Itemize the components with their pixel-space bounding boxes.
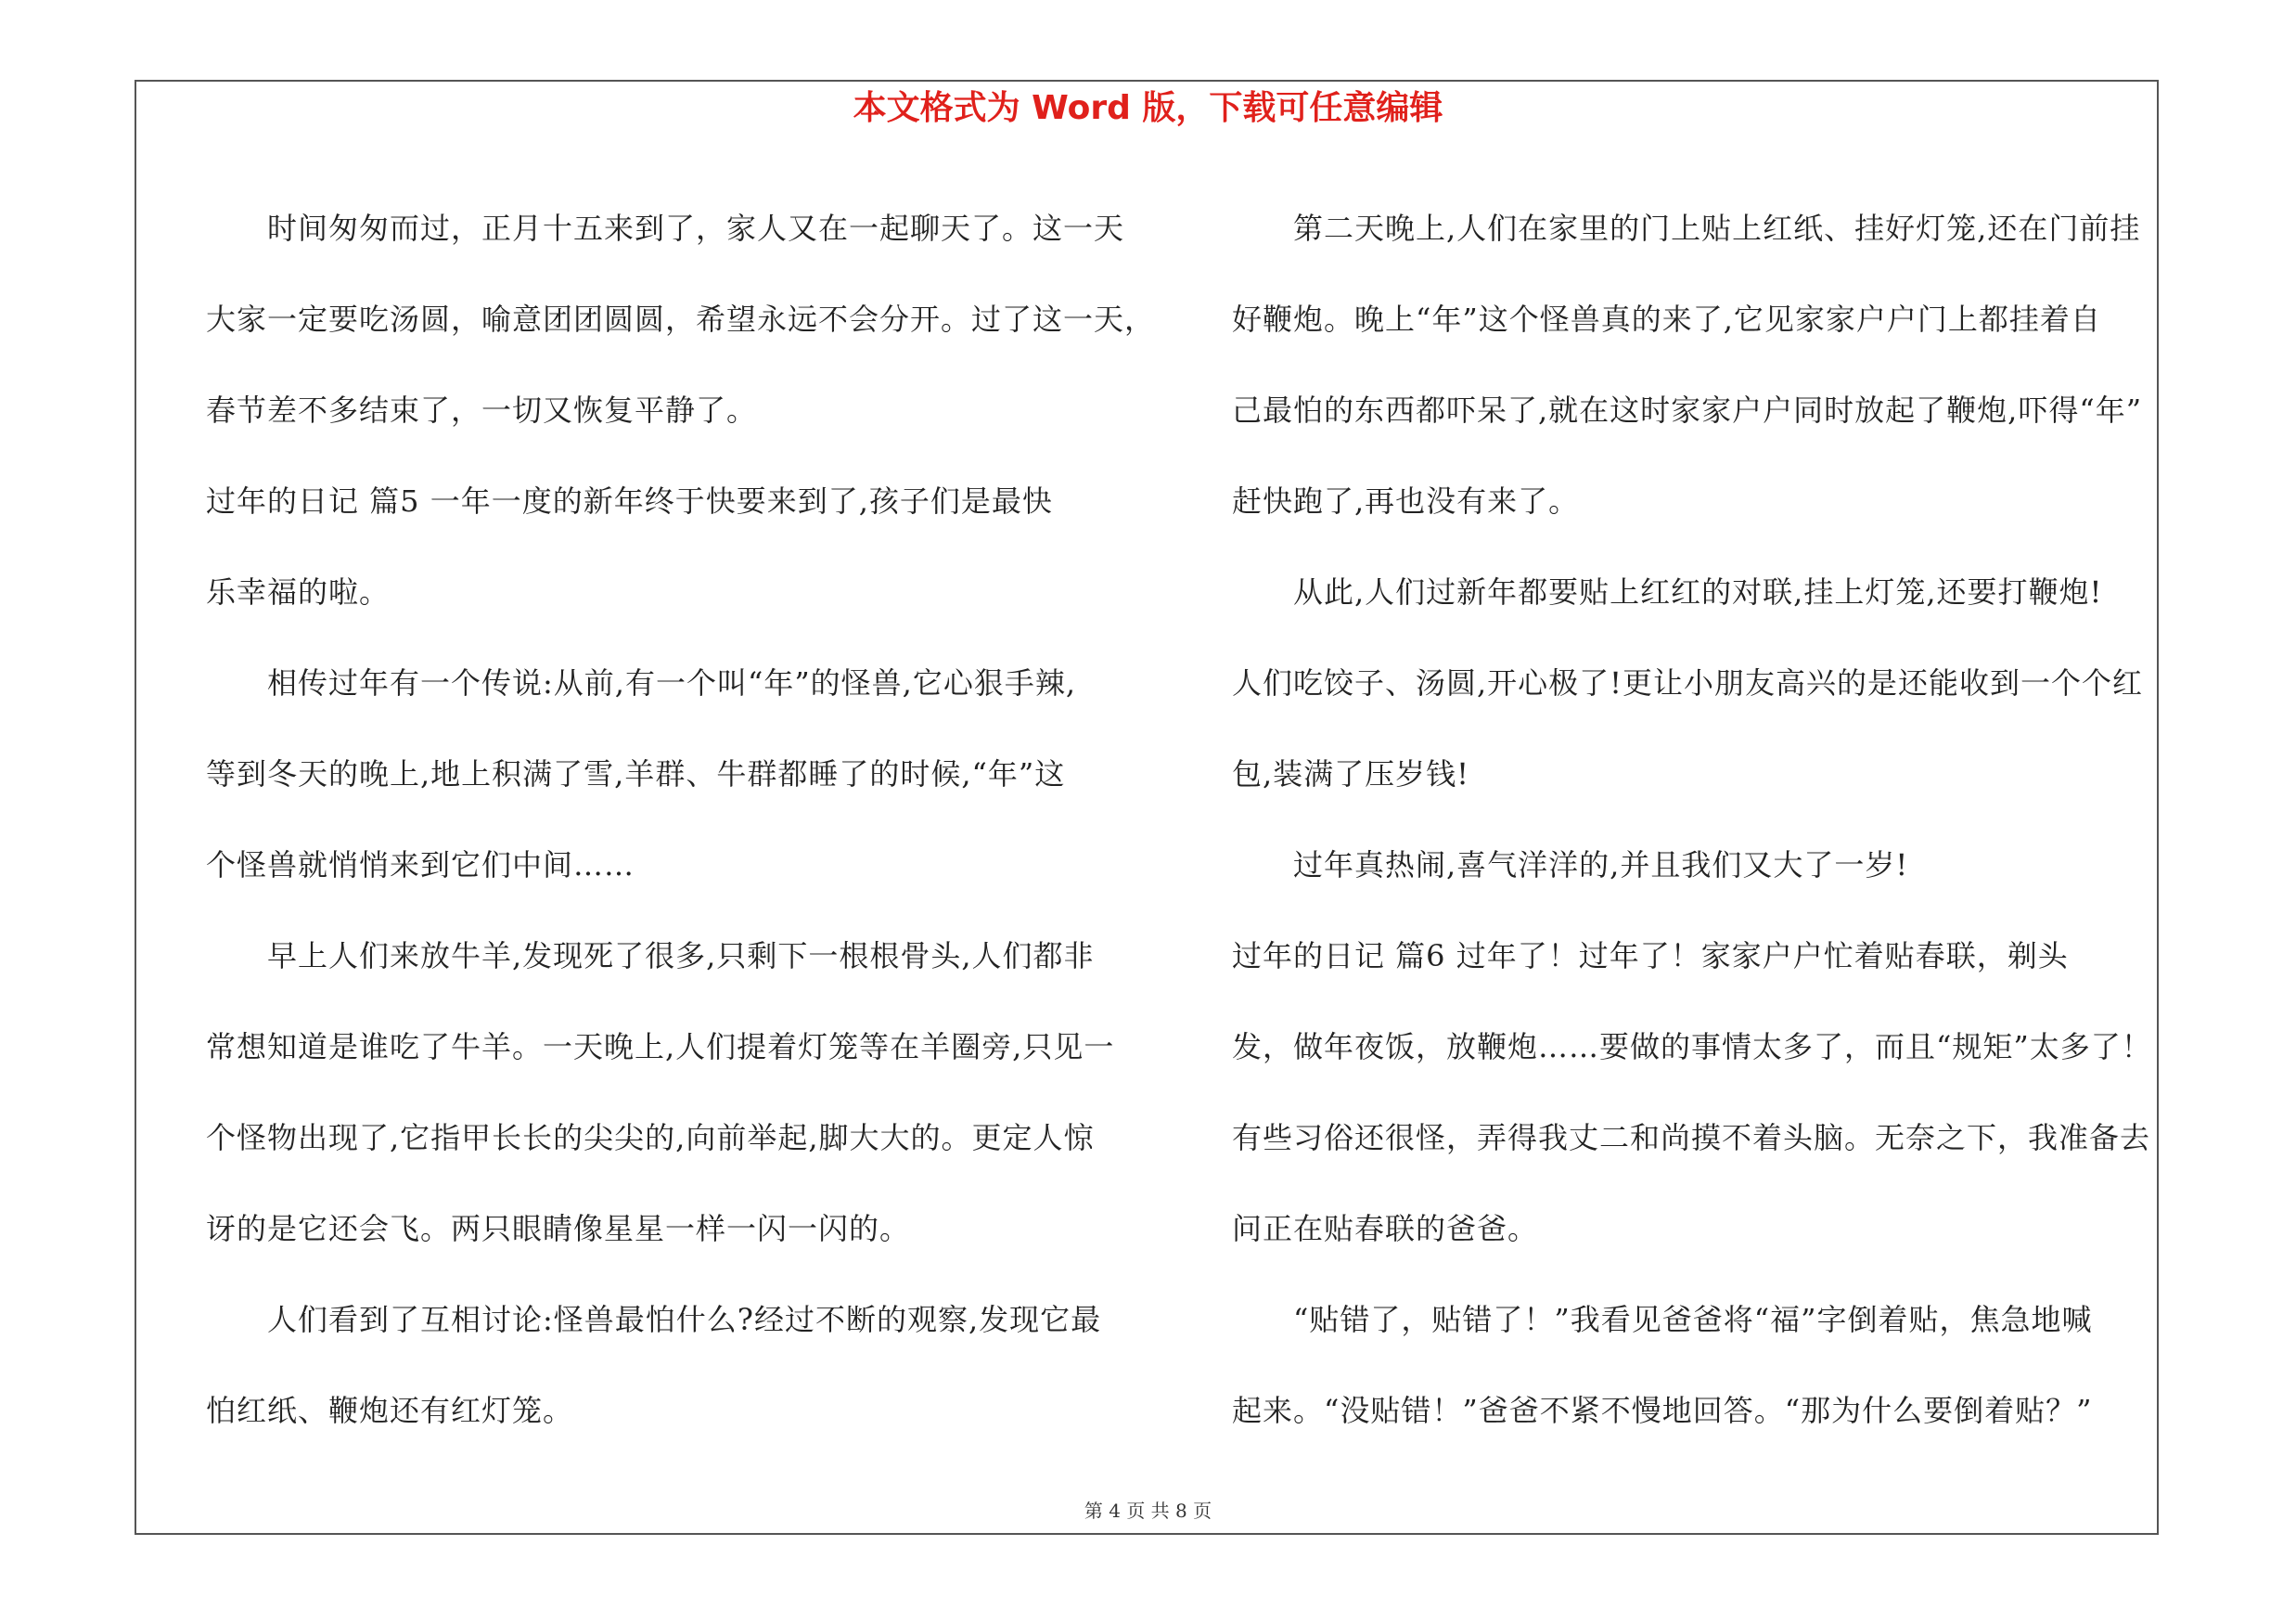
- text-line: 问正在贴春联的爸爸。: [1232, 1211, 1539, 1246]
- text-line: 常想知道是谁吃了牛羊。一天晚上,人们提着灯笼等在羊圈旁,只见一: [206, 1029, 1115, 1064]
- text-line: 发，做年夜饭，放鞭炮……要做的事情太多了，而且“规矩”太多了！: [1232, 1029, 2152, 1064]
- header-banner: 本文格式为 Word 版，下载可任意编辑: [853, 89, 1443, 127]
- text-line: 有些习俗还很怪，弄得我丈二和尚摸不着头脑。无奈之下，我准备去: [1232, 1120, 2151, 1155]
- text-line: 个怪物出现了,它指甲长长的尖尖的,向前举起,脚大大的。更定人惊: [206, 1120, 1095, 1155]
- text-line: 相传过年有一个传说:从前,有一个叫“年”的怪兽,它心狠手辣,: [267, 665, 1077, 701]
- right-column: [1232, 183, 2171, 1456]
- text-line: 好鞭炮。晚上“年”这个怪兽真的来了,它见家家户户门上都挂着自: [1232, 302, 2101, 337]
- text-line: 过年的日记 篇5 一年一度的新年终于快要来到了,孩子们是最快: [206, 483, 1053, 519]
- text-line: 早上人们来放牛羊,发现死了很多,只剩下一根根骨头,人们都非: [267, 938, 1095, 973]
- text-line: 第二天晚上,人们在家里的门上贴上红纸、挂好灯笼,还在门前挂: [1293, 211, 2141, 246]
- text-line: 个怪兽就悄悄来到它们中间……: [206, 847, 635, 882]
- text-line: 过年真热闹,喜气洋洋的,并且我们又大了一岁!: [1293, 847, 1909, 882]
- text-line: 包,装满了压岁钱!: [1232, 756, 1470, 792]
- text-line: “贴错了，贴错了！”我看见爸爸将“福”字倒着贴，焦急地喊: [1293, 1302, 2093, 1337]
- text-line: 从此,人们过新年都要贴上红红的对联,挂上灯笼,还要打鞭炮!: [1293, 574, 2103, 610]
- text-line: 过年的日记 篇6 过年了！过年了！家家户户忙着贴春联，剃头: [1232, 938, 2069, 973]
- text-line: 大家一定要吃汤圆，喻意团团圆圆，希望永远不会分开。过了这一天，: [206, 302, 1156, 337]
- text-line: 己最怕的东西都吓呆了,就在这时家家户户同时放起了鞭炮,吓得“年”: [1232, 393, 2143, 428]
- text-line: 人们吃饺子、汤圆,开心极了!更让小朋友高兴的是还能收到一个个红: [1232, 665, 2144, 701]
- text-line: 人们看到了互相讨论:怪兽最怕什么?经过不断的观察,发现它最: [267, 1302, 1102, 1337]
- text-line: 等到冬天的晚上,地上积满了雪,羊群、牛群都睡了的时候,“年”这: [206, 756, 1066, 792]
- text-line: 赶快跑了,再也没有来了。: [1232, 483, 1580, 519]
- text-line: 怕红纸、鞭炮还有红灯笼。: [206, 1393, 574, 1428]
- page-footer: 第 4 页 共 8 页: [1084, 1500, 1212, 1522]
- text-line: 时间匆匆而过，正月十五来到了，家人又在一起聊天了。这一天: [267, 211, 1125, 246]
- left-column: [206, 183, 1156, 1456]
- text-line: 讶的是它还会飞。两只眼睛像星星一样一闪一闪的。: [206, 1211, 911, 1246]
- text-line: 起来。“没贴错！”爸爸不紧不慢地回答。“那为什么要倒着贴？”: [1232, 1393, 2093, 1428]
- text-line: 乐幸福的啦。: [206, 574, 391, 610]
- text-line: 春节差不多结束了，一切又恢复平静了。: [206, 393, 758, 428]
